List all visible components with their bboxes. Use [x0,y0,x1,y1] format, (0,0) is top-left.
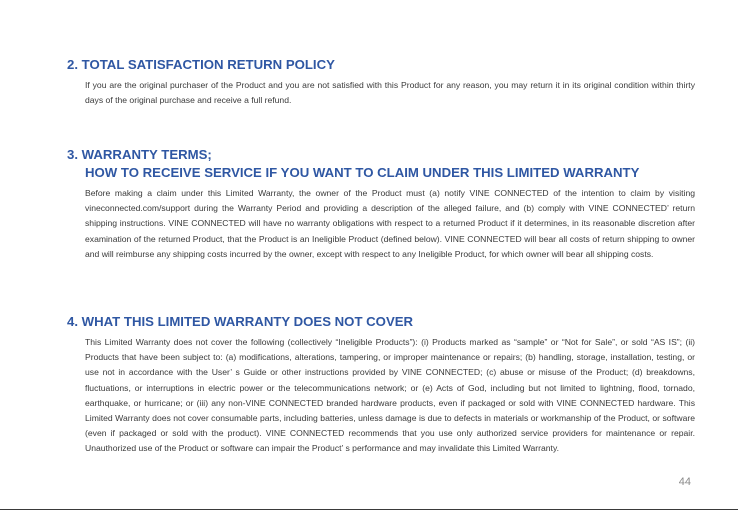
section-body: If you are the original purchaser of the Product and you are not satisfied with this Product for any reason, you may return it in its original condition within thirty days of the original purchase and receive a full refund. [85,80,695,106]
page-number: 44 [678,476,691,488]
section-heading: 4. WHAT THIS LIMITED WARRANTY DOES NOT COVER [67,314,414,329]
section-subheading: HOW TO RECEIVE SERVICE IF YOU WANT TO CLAIM UNDER THIS LIMITED WARRANTY [85,165,640,180]
bottom-divider [0,509,738,510]
section-warranty-terms [67,146,695,262]
section-heading: 3. WARRANTY TERMS; [67,147,212,162]
section-body: Before making a claim under this Limited Warranty, the owner of the Product must (a) notify VINE CONNECTED of the intention to claim by visiting vineconnected.com/support during the Warranty Period and providing a description of the alleged failure, and (b) comply with VINE CONNECTED’ return shipping instructions. VINE CONNECTED will have no warranty obligations with respect to a returned Product if it determines, in its reasonable discretion after examination of the returned Product, that the Product is an Ineligible Product (defined below). VINE CONNECTED will bear all costs of return shipping to owner and will reimburse any shipping costs incurred by the owner, except with respect to any Ineligible Product, for which owner will bear all shipping costs. [85,188,695,259]
section-heading: 2. TOTAL SATISFACTION RETURN POLICY [67,57,335,72]
section-not-covered [67,313,695,457]
section-return-policy [67,56,695,108]
section-body: This Limited Warranty does not cover the following (collectively “Ineligible Products”): (i) Products marked as “sample” or “Not for Sale”, or sold “AS IS”; (ii) Products that have been subject to: (a) modifications, alterations, tampering, or improper maintenance or repairs; (b) handling, storage, installation, testing, or use not in accordance with the User’ s Guide or other instructions provided by VINE CONNECTED; (c) abuse or misuse of the Product; (d) breakdowns, fluctuations, or interruptions in electric power or the telecommunications network; or (e) Acts of God, including but not limited to lightning, flood, tornado, earthquake, or hurricane; or (iii) any non-VINE CONNECTED branded hardware products, even if packaged or sold with VINE CONNECTED hardware. This Limited Warranty does not cover consumable parts, including batteries, unless damage is due to defects in materials or workmanship of the Product, or software (even if packaged or sold with the product). VINE CONNECTED recommends that you use only authorized service providers for maintenance or repair. Unauthorized use of the Product or software can impair the Product’ s performance and may invalidate this Limited Warranty. [85,337,695,454]
